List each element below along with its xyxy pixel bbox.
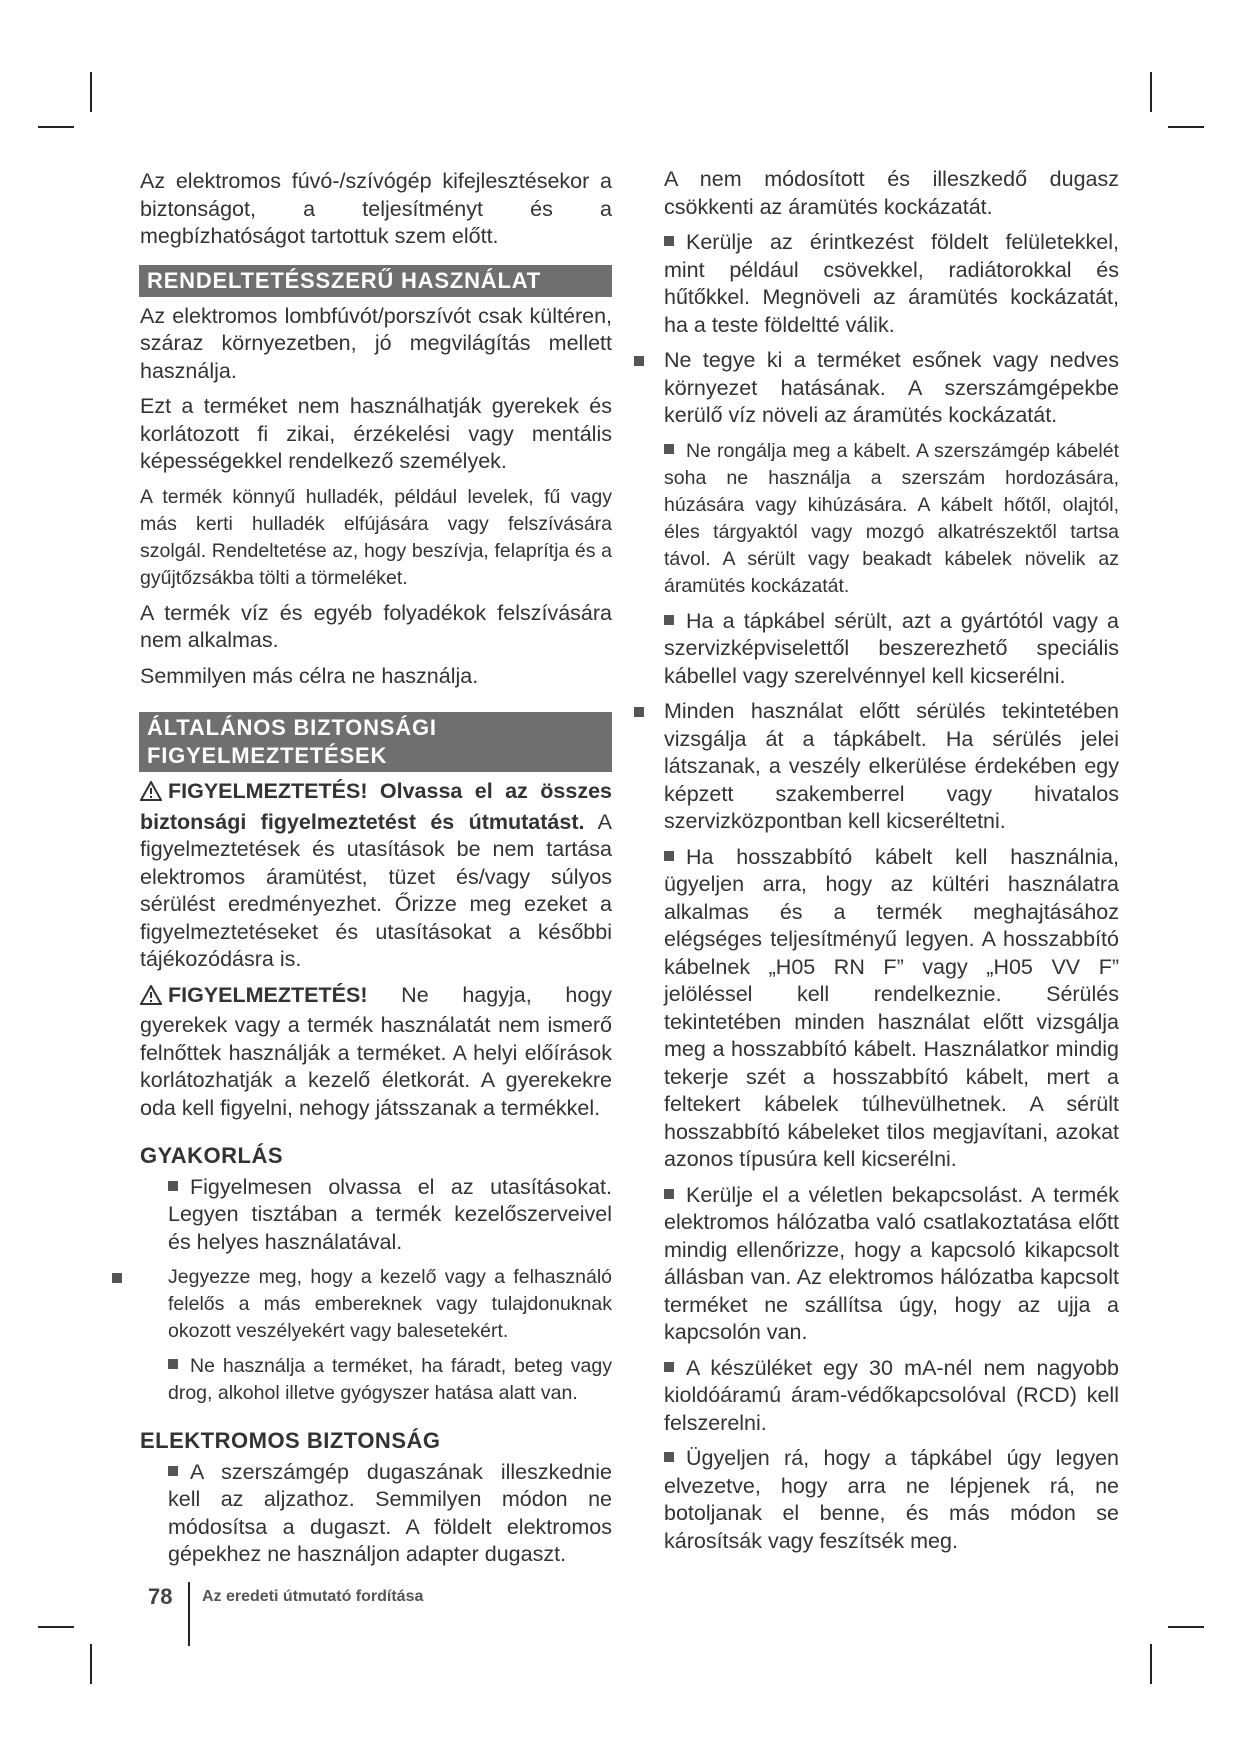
list-item (664, 438, 1119, 600)
list-item-text: A készüléket egy 30 mA-nél nem nagyobb kioldóáramú áram-védőkapcsolóval (RCD) kell felszerelni. (664, 1355, 1119, 1435)
list-item-text: Ne rongálja meg a kábelt. A szerszámgép kábelét soha ne használja a szerszám hordozására, húzására vagy kihúzására. A kábelt hőtől, olajtól, éles tárgyaktól vagy mozgó alkatrészektől tartsa távol. A sérült vagy beakadt kábelek növelik az áramütés kockázatát. (664, 439, 1119, 597)
bullet-square-icon (634, 356, 644, 366)
footer-text: Az eredeti útmutató fordítása (202, 1588, 424, 1605)
crop-mark (1168, 126, 1204, 128)
list-item (664, 1355, 1119, 1438)
list-item (140, 1174, 612, 1257)
section-heading-practice: GYAKORLÁS (140, 1143, 284, 1168)
crop-mark (38, 126, 74, 128)
bullet-square-icon (168, 1359, 178, 1369)
warning-paragraph (140, 778, 612, 974)
list-item (140, 1459, 612, 1569)
bullet-square-icon (664, 1362, 674, 1372)
section-heading-general-safety (139, 712, 612, 772)
paragraph: A termék víz és egyéb folyadékok felszívására nem alkalmas. (140, 600, 612, 652)
intro-paragraph: Az elektromos fúvó-/szívógép kifejlesztésekor a biztonságot, a teljesítményt és a megbízhatóságot tartottuk szem előtt. (140, 169, 612, 248)
list-item (664, 229, 1119, 339)
paragraph: A termék könnyű hulladék, például levelek, fű vagy más kerti hulladék elfújására vagy felszívására szolgál. Rendeltetése az, hogy beszívja, felaprítja és a gyűjtőzsákba tölti a törmeléket. (140, 485, 612, 589)
warning-text: A figyelmeztetések és utasítások be nem tartása elektromos áramütést, tüzet és/vagy súlyos sérülést eredményezhet. Őrizze meg ezeket a figyelmeztetéseket és utasításokat a későbbi tájékozódásra is. (140, 809, 612, 971)
list-item (664, 347, 1119, 430)
continuation-paragraph: A nem módosított és illeszkedő dugasz csökkenti az áramütés kockázatát. (664, 167, 1119, 219)
warning-triangle-icon (140, 781, 162, 809)
list-item-text: Jegyezze meg, hogy a kezelő vagy a felhasználó felelős a más embereknek vagy tulajdonuknak okozott veszélyekért vagy balesetekért. (168, 1266, 612, 1342)
list-item (664, 844, 1119, 1174)
footer-divider (188, 1582, 190, 1646)
list-item-text: Ha a tápkábel sérült, azt a gyártótól vagy a szervizképviselettől beszerezhető speciális kábellel vagy szerelvénnyel kell kicserélni. (664, 608, 1119, 688)
list-item (664, 608, 1119, 691)
bullet-square-icon (112, 1273, 122, 1283)
list-item (664, 1445, 1119, 1555)
list-item (140, 1264, 612, 1345)
bullet-square-icon (664, 444, 674, 454)
bullet-square-icon (664, 236, 674, 246)
warning-text: Ne hagyja, hogy gyerekek vagy a termék használatát nem ismerő felnőttek használják a terméket. A helyi előírások korlátozhatják a kezelő életkorát. A gyerekekre oda kell figyelni, nehogy játsszanak a termékkel. (140, 982, 612, 1120)
list-item-text: Kerülje el a véletlen bekapcsolást. A termék elektromos hálózatba való csatlakoztatása előtt mindig ellenőrizze, hogy a kapcsoló kikapcsolt állásban van. Az elektromos hálózatba kapcsolt terméket ne szállítsa úgy, hogy az ujja a kapcsolón van. (664, 1182, 1119, 1344)
list-item-text: Kerülje az érintkezést földelt felületekkel, mint például csövekkel, radiátorokkal és hűtőkkel. Megnöveli az áramütés kockázatát, ha a teste földeltté válik. (664, 230, 1119, 337)
warning-paragraph (140, 982, 612, 1123)
crop-mark (90, 1644, 92, 1684)
bullet-square-icon (664, 615, 674, 625)
list-item-text: Minden használat előtt sérülés tekintetében vizsgálja át a tápkábelt. Ha sérülés jelei látszanak, a veszély elkerülése érdekében egy képzett szakemberrel vagy hivatalos szervizközpontban kell kicseréltetni. (664, 699, 1119, 833)
section-heading-electrical-safety: ELEKTROMOS BIZTONSÁG (140, 1428, 441, 1453)
list-item-text: Figyelmesen olvassa el az utasításokat. Legyen tisztában a termék kezelőszerveivel és helyes használatával. (168, 1174, 612, 1254)
page-number: 78 (148, 1584, 173, 1609)
warning-triangle-icon (140, 985, 162, 1013)
list-item-text: Ne tegye ki a terméket esőnek vagy nedves környezet hatásának. A szerszámgépekbe kerülő víz növeli az áramütés kockázatát. (664, 348, 1119, 427)
paragraph: Az elektromos lombfúvót/porszívót csak kültéren, száraz környezetben, jó megvilágítás mellett használja. (140, 303, 612, 383)
section-heading-line: FIGYELMEZTETÉSEK (147, 743, 388, 768)
crop-mark (1150, 1644, 1152, 1684)
paragraph: Semmilyen más célra ne használja. (140, 663, 479, 688)
list-item-text: A szerszámgép dugaszának illeszkednie kell az aljzathoz. Semmilyen módon ne módosítsa a dugaszt. A földelt elektromos gépekhez ne használjon adapter dugaszt. (168, 1459, 612, 1566)
crop-mark (1150, 72, 1152, 112)
crop-mark (1168, 1626, 1204, 1628)
warning-bold-text: FIGYELMEZTETÉS! Olvassa el az összes biztonsági figyelmeztetést és útmutatást. (140, 779, 612, 834)
list-item-text: Ne használja a terméket, ha fáradt, beteg vagy drog, alkohol illetve gyógyszer hatása alatt van. (168, 1355, 612, 1404)
list-item-text: Ha hosszabbító kábelt kell használnia, ügyeljen arra, hogy az kültéri használatra alkalmas és a termék meghajtásához elégséges teljesítményű legyen. A hosszabbító kábelnek „H05 RN F” vagy „H05 VV F” jelöléssel kell rendelkeznie. Sérülés tekintetében minden használat előtt vizsgálja meg a hosszabbító kábelt. Használatkor mindig tekerje szét a hosszabbító kábelt, mert a feltekert kábelek túlhevülhetnek. A sérült hosszabbító kábeleket tilos megjavítani, azokat azonos típusúra kell kicserélni. (664, 844, 1119, 1171)
bullet-square-icon (664, 1189, 674, 1199)
bullet-square-icon (168, 1466, 178, 1476)
section-heading-intended-use: RENDELTETÉSSZERŰ HASZNÁLAT (139, 265, 612, 297)
right-column (664, 166, 1119, 1563)
bullet-square-icon (664, 851, 674, 861)
warning-bold-text: FIGYELMEZTETÉS! (168, 982, 368, 1007)
list-item-text: Ügyeljen rá, hogy a tápkábel úgy legyen elvezetve, hogy arra ne lépjenek rá, ne botoljanak el benne, és más módon se károsítsák vagy feszítsék meg. (664, 1446, 1119, 1553)
section-heading-line: ÁLTALÁNOS BIZTONSÁGI (147, 715, 437, 740)
list-item (664, 698, 1119, 836)
list-item (664, 1182, 1119, 1347)
paragraph: Ezt a terméket nem használhatják gyerekek és korlátozott fi zikai, érzékelési vagy mentális képességekkel rendelkező személyek. (140, 394, 612, 473)
bullet-square-icon (634, 707, 644, 717)
crop-mark (90, 72, 92, 112)
list-item (140, 1353, 612, 1407)
crop-mark (38, 1626, 74, 1628)
left-column (140, 168, 612, 1577)
bullet-square-icon (168, 1181, 178, 1191)
bullet-square-icon (664, 1452, 674, 1462)
